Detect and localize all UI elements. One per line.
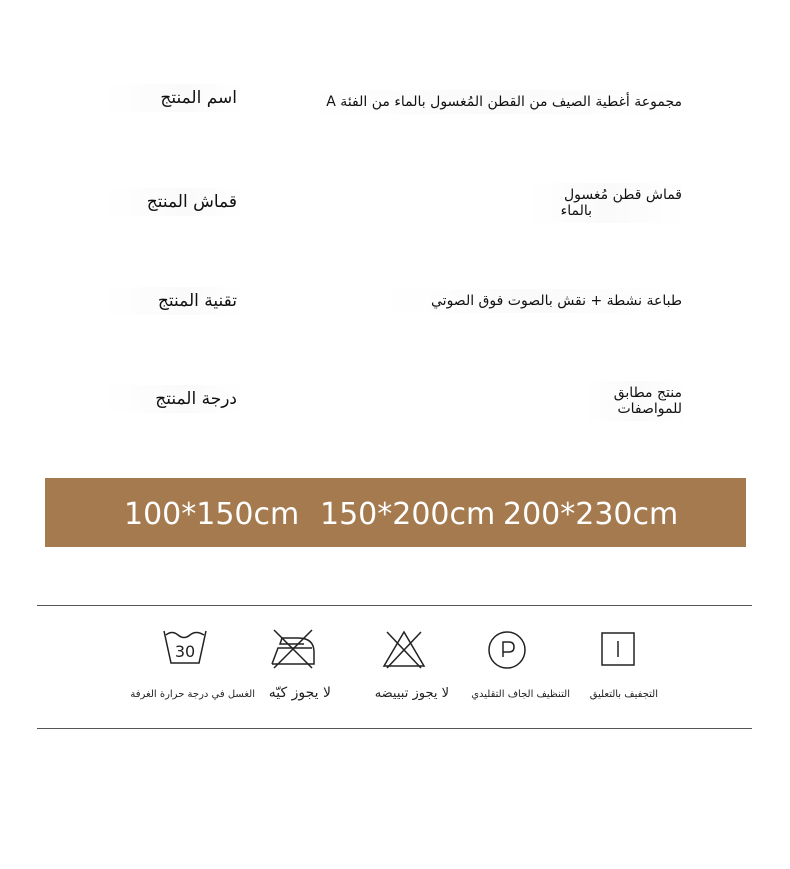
no-iron-icon (268, 628, 318, 670)
spec-value-technique: طباعة نشطة + نقش بالصوت فوق الصوتي (380, 289, 688, 313)
spec-value-fabric-line1: قماش قطن مُغسول (563, 187, 682, 203)
spec-label-name: اسم المنتج (103, 84, 243, 112)
spec-value-fabric (526, 183, 688, 223)
spec-label-fabric: قماش المنتج (103, 188, 243, 216)
dry-clean-p-icon (487, 630, 527, 670)
wash-temperature-text: 30 (174, 642, 196, 661)
size-option-medium: 150*200cm (320, 497, 496, 532)
care-label-hang-dry: التجفيف بالتعليق (589, 689, 658, 700)
spec-value-grade (584, 381, 688, 421)
spec-value-grade-line2: للمواصفات (617, 401, 682, 417)
spec-value-grade-line1: منتج مطابق (613, 385, 682, 401)
spec-value-name: مجموعة أغطية الصيف من القطن المُغسول بالماء من الفئة A (300, 90, 688, 114)
spec-label-technique: تقنية المنتج (103, 287, 243, 315)
care-label-no-bleach: لا يجوز تبييضه (374, 686, 449, 701)
no-bleach-icon (381, 628, 427, 670)
care-label-wash: الغسل في درجة حرارة الغرفة (130, 689, 255, 700)
size-option-large: 200*230cm (503, 497, 679, 532)
wash-30-icon (162, 627, 208, 665)
spec-value-fabric-line2: بالماء (560, 203, 592, 219)
size-option-small: 100*150cm (124, 497, 300, 532)
care-top-divider (37, 605, 752, 606)
care-label-no-iron: لا يجوز كيّه (268, 685, 331, 701)
spec-label-grade: درجة المنتج (103, 385, 243, 413)
hang-dry-icon (600, 631, 636, 667)
care-label-dry-clean: التنظيف الجاف التقليدي (471, 689, 570, 700)
care-bottom-divider (37, 728, 752, 729)
